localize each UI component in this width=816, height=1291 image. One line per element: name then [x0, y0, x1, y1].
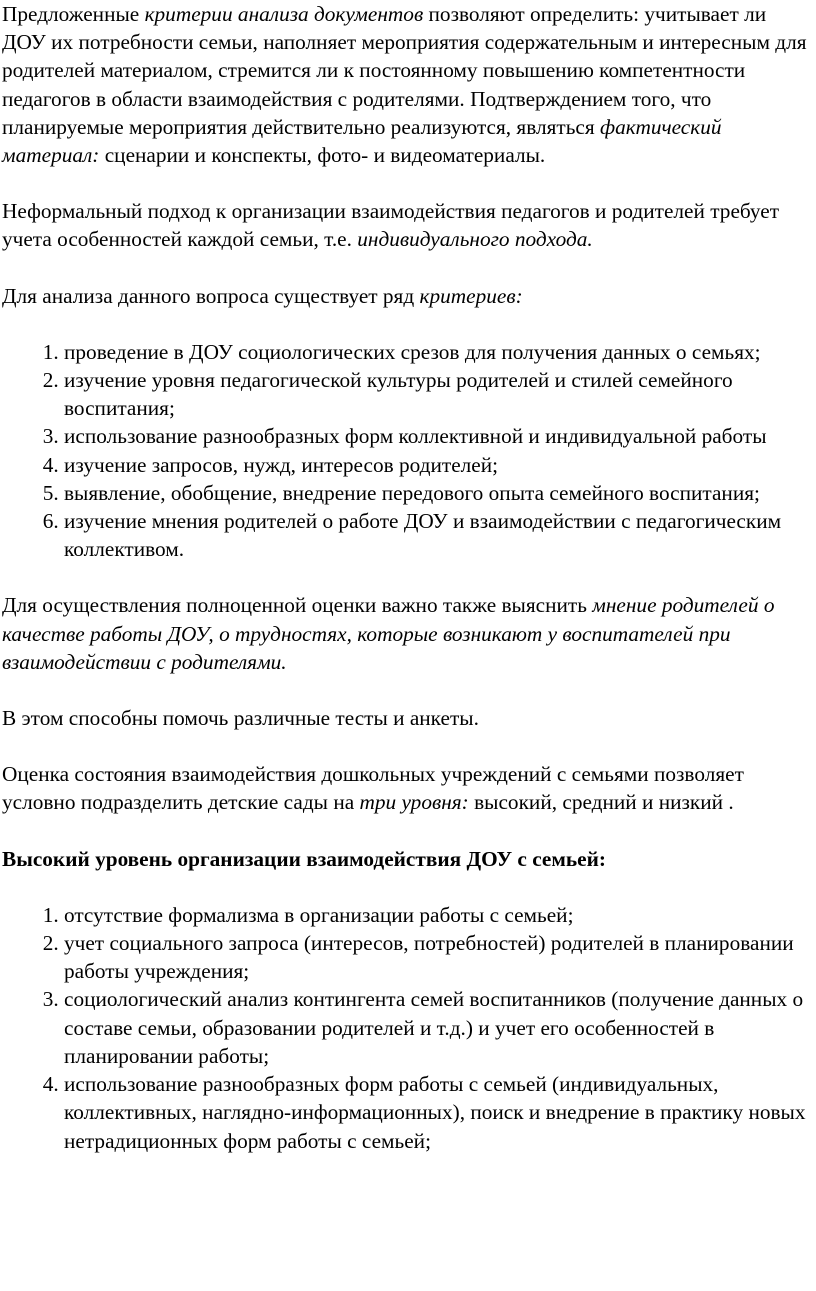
italic-span: индивидуального подхода. — [357, 227, 593, 252]
italic-span: фактический материал: — [2, 114, 722, 168]
section-heading-high-level: Высокий уровень организации взаимодействия ДОУ с семьей: — [2, 846, 606, 871]
text-span: сценарии и конспекты, фото- и видеоматериалы. — [99, 143, 546, 168]
italic-span: критерии анализа документов — [144, 2, 424, 26]
paragraph-criteria-intro — [2, 282, 814, 310]
list-item: 3. использование разнообразных форм коллективной и индивидуальной работы — [64, 422, 814, 450]
paragraph-full-assessment — [2, 591, 814, 676]
italic-span: мнение родителей о качестве работы ДОУ, о трудностях, которые возникают у воспитателей при взаимодействии с родителями. — [2, 593, 775, 674]
paragraph-document-criteria — [2, 0, 814, 169]
paragraph-levels — [2, 760, 814, 816]
high-level-list — [2, 901, 814, 1155]
paragraph-tests — [2, 704, 814, 732]
text-span: Для осуществления полноценной оценки важно также выяснить — [2, 593, 593, 618]
criteria-list — [2, 338, 814, 564]
list-item: 2. учет социального запроса (интересов, потребностей) родителей в планировании работы учреждения; — [64, 929, 814, 985]
list-item: 5. выявление, обобщение, внедрение передового опыта семейного воспитания; — [64, 479, 814, 507]
text-span: Оценка состояния взаимодействия дошкольных учреждений с семьями позволяет условно подразделить детские сады на — [2, 762, 744, 815]
text-span: Для анализа данного вопроса существует ряд — [2, 283, 420, 308]
text-span: позволяют определить: учитывает ли ДОУ их потребности семьи, наполняет мероприятия содержательным и интересным для родителей материалом, стремится ли к постоянному повышению компетентности педагогов в области взаимодействия с родителями. Подтверждением того, что планируемые мероприятия действительно реализуются, являться — [2, 2, 807, 139]
list-item: 6. изучение мнения родителей о работе ДОУ и взаимодействии с педагогическим коллективом. — [64, 507, 814, 563]
text-span: Предложенные — [2, 2, 145, 26]
list-item: 1. проведение в ДОУ социологических срезов для получения данных о семьях; — [64, 338, 814, 366]
italic-span: три уровня: — [359, 790, 469, 815]
list-item: 3. социологический анализ контингента семей воспитанников (получение данных о составе семьи, образовании родителей и т.д.) и учет его особенностей в планировании работы; — [64, 985, 814, 1070]
list-item: 4. изучение запросов, нужд, интересов родителей; — [64, 451, 814, 479]
text-span: В этом способны помочь различные тесты и анкеты. — [2, 706, 479, 731]
list-item: 2. изучение уровня педагогической культуры родителей и стилей семейного воспитания; — [64, 366, 814, 422]
list-item: 4. использование разнообразных форм работы с семьей (индивидуальных, коллективных, наглядно-информационных), поиск и внедрение в практику новых нетрадиционных форм работы с семьей; — [64, 1070, 814, 1155]
list-item: 1. отсутствие формализма в организации работы с семьей; — [64, 901, 814, 929]
paragraph-informal-approach — [2, 197, 814, 253]
text-span: высокий, средний и низкий . — [468, 790, 734, 815]
text-span: Неформальный подход к организации взаимодействия педагогов и родителей требует учета особенностей каждой семьи, т.е. — [2, 199, 780, 252]
italic-span: критериев: — [419, 283, 523, 308]
